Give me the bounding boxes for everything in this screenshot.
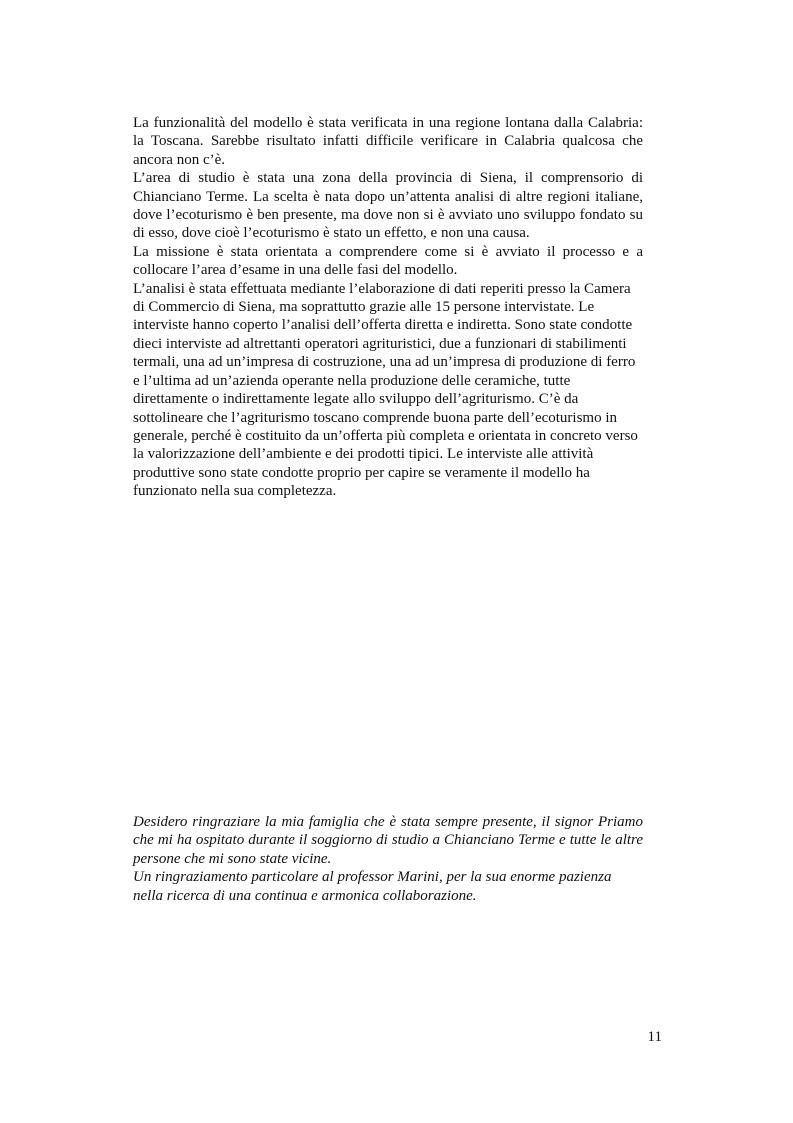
paragraph-mission: La missione è stata orientata a comprendere come si è avviato il processo e a collocare l’area d’esame in una delle fasi del modello. <box>133 243 643 279</box>
paragraph-region-choice: La funzionalità del modello è stata verificata in una regione lontana dalla Calabria: la Toscana. Sarebbe risultato infatti difficile verificare in Calabria qualcosa che ancora non c’è. <box>133 115 643 168</box>
main-text-section <box>133 114 643 501</box>
paragraph-thanks-professor: Un ringraziamento particolare al professor Marini, per la sua enorme pazienza nella ricerca di una continua e armonica collaborazione. <box>133 869 612 904</box>
paragraph-thanks-family: Desidero ringraziare la mia famiglia che è stata sempre presente, il signor Priamo che mi ha ospitato durante il soggiorno di studio a Chianciano Terme e tutte le altre persone che mi sono state vicine. <box>133 814 643 867</box>
paragraph-study-area: L’area di studio è stata una zona della provincia di Siena, il comprensorio di Chianciano Terme. La scelta è nata dopo un’attenta analisi di altre regioni italiane, dove l’ecoturismo è ben presente, ma dove non si è avviato uno sviluppo fondato su di esso, dove cioè l’ecoturismo è stato un effetto, e non una causa. <box>133 170 643 242</box>
paragraph-analysis: L’analisi è stata effettuata mediante l’elaborazione di dati reperiti presso la Camera di Commercio di Siena, ma soprattutto grazie alle 15 persone intervistate. Le interviste hanno coperto l’analisi dell’offerta diretta e indiretta. Sono state condotte dieci interviste ad altrettanti operatori agrituristici, due a funzionari di stabilimenti termali, una ad un’impresa di costruzione, una ad un’impresa di produzione di ferro e l’ultima ad un’azienda operante nella produzione delle ceramiche, tutte direttamente o indirettamente legate allo sviluppo dell’agriturismo. C’è da sottolineare che l’agriturismo toscano comprende buona parte dell’ecoturismo in generale, perché è costituito da un’offerta più completa e orientata in concreto verso la valorizzazione dell’ambiente e dei prodotti tipici. Le interviste alle attività produttive sono state condotte proprio per capire se veramente il modello ha funzionato nella sua completezza. <box>133 280 638 500</box>
acknowledgements-section <box>133 813 643 905</box>
page-number: 11 <box>647 1029 662 1045</box>
